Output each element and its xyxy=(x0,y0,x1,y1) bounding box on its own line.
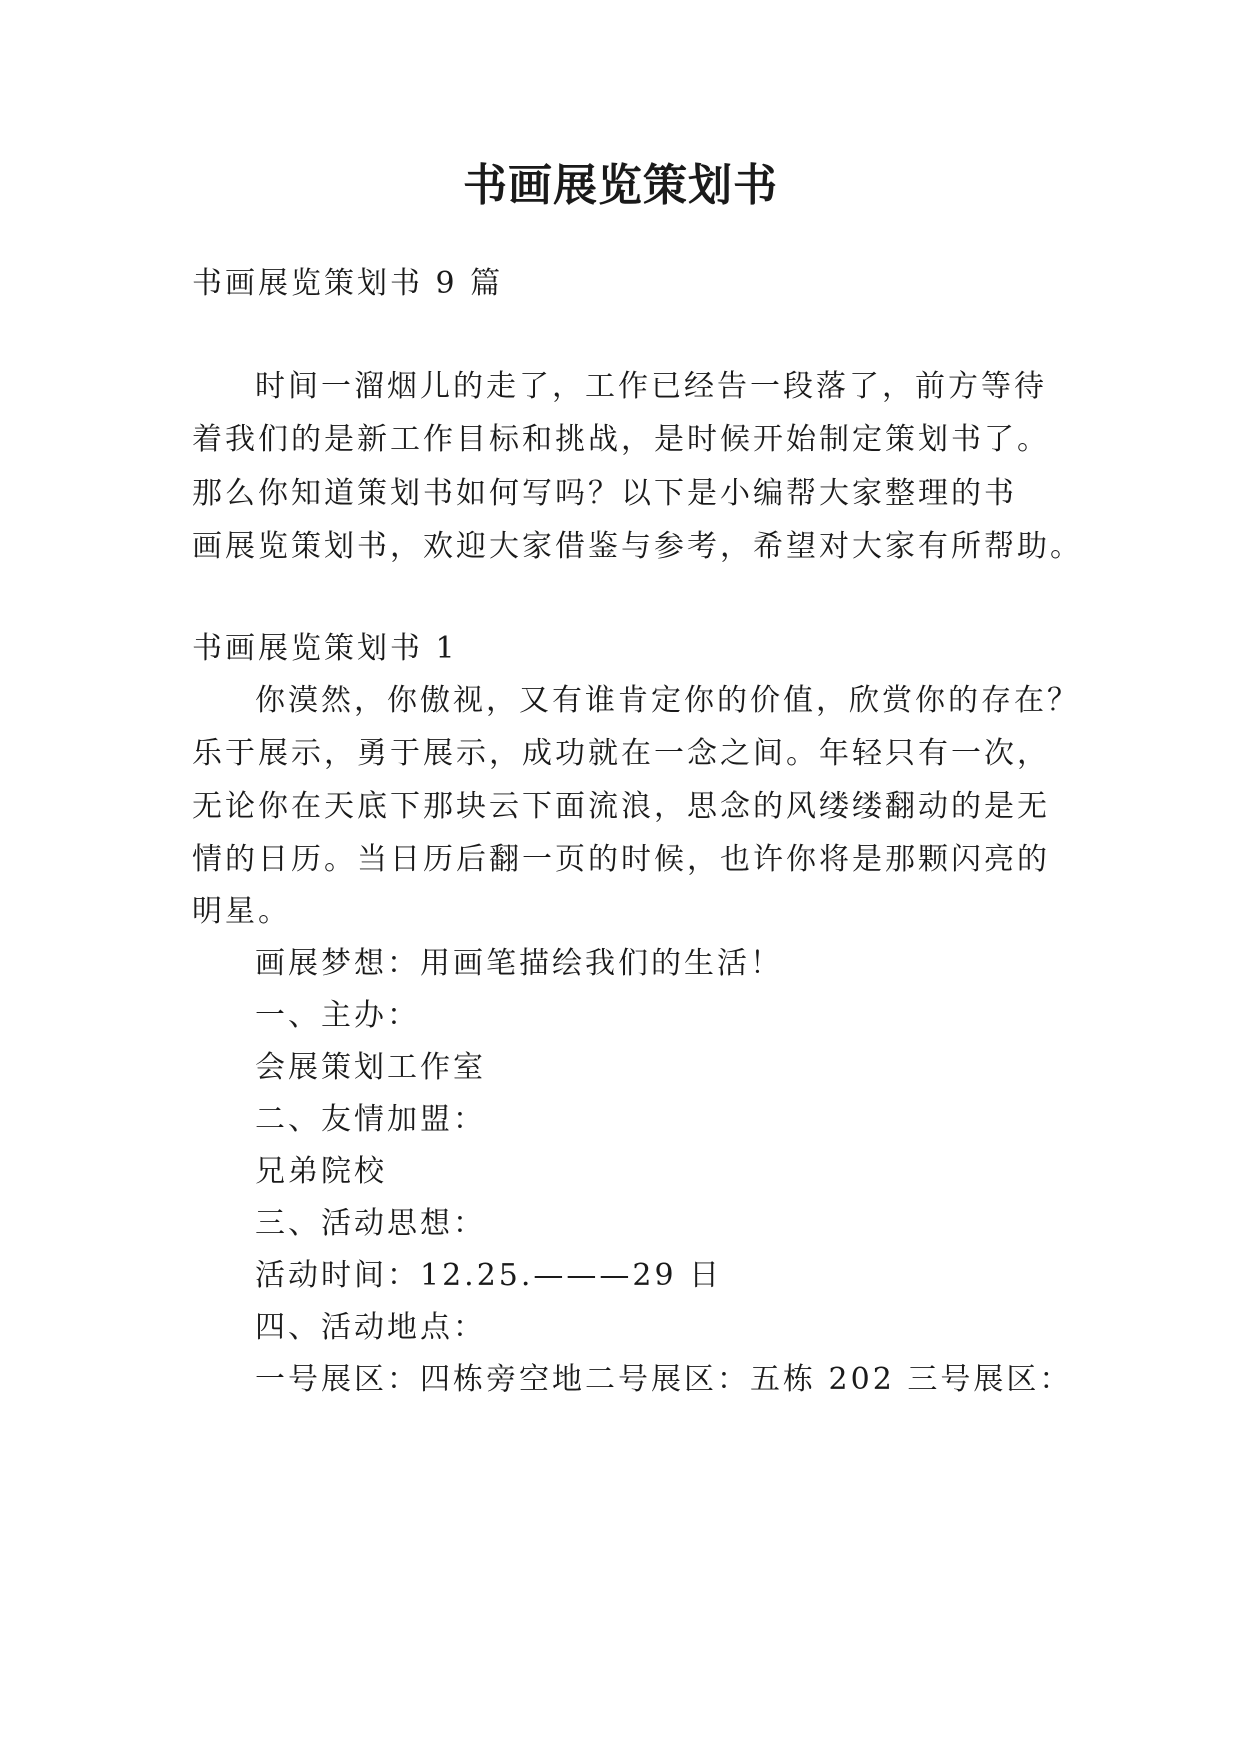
body-line: 明星。 xyxy=(192,894,291,929)
list-item: 一、主办： xyxy=(255,998,420,1033)
intro-line: 画展览策划书，欢迎大家借鉴与参考，希望对大家有所帮助。 xyxy=(192,529,1083,564)
list-item: 画展梦想：用画笔描绘我们的生活！ xyxy=(255,946,783,981)
list-item: 活动时间：12.25.———29 日 xyxy=(255,1258,723,1293)
list-item: 兄弟院校 xyxy=(255,1154,387,1189)
intro-line: 着我们的是新工作目标和挑战，是时候开始制定策划书了。 xyxy=(192,422,1050,457)
list-item: 会展策划工作室 xyxy=(255,1050,486,1085)
list-item: 二、友情加盟： xyxy=(255,1102,486,1137)
body-line: 你漠然，你傲视，又有谁肯定你的价值，欣赏你的存在？ xyxy=(255,683,1080,718)
intro-line: 时间一溜烟儿的走了，工作已经告一段落了，前方等待 xyxy=(255,369,1047,404)
list-item: 四、活动地点： xyxy=(255,1310,486,1345)
list-item: 一号展区：四栋旁空地二号展区：五栋 202 三号展区： xyxy=(255,1362,1073,1397)
body-line: 乐于展示，勇于展示，成功就在一念之间。年轻只有一次， xyxy=(192,736,1050,771)
document-subtitle: 书画展览策划书 9 篇 xyxy=(192,266,504,301)
document-title: 书画展览策划书 xyxy=(463,160,778,211)
intro-line: 那么你知道策划书如何写吗？以下是小编帮大家整理的书 xyxy=(192,476,1017,511)
body-line: 情的日历。当日历后翻一页的时候，也许你将是那颗闪亮的 xyxy=(192,842,1050,877)
section-heading: 书画展览策划书 1 xyxy=(192,631,458,666)
body-line: 无论你在天底下那块云下面流浪，思念的风缕缕翻动的是无 xyxy=(192,789,1050,824)
list-item: 三、活动思想： xyxy=(255,1206,486,1241)
